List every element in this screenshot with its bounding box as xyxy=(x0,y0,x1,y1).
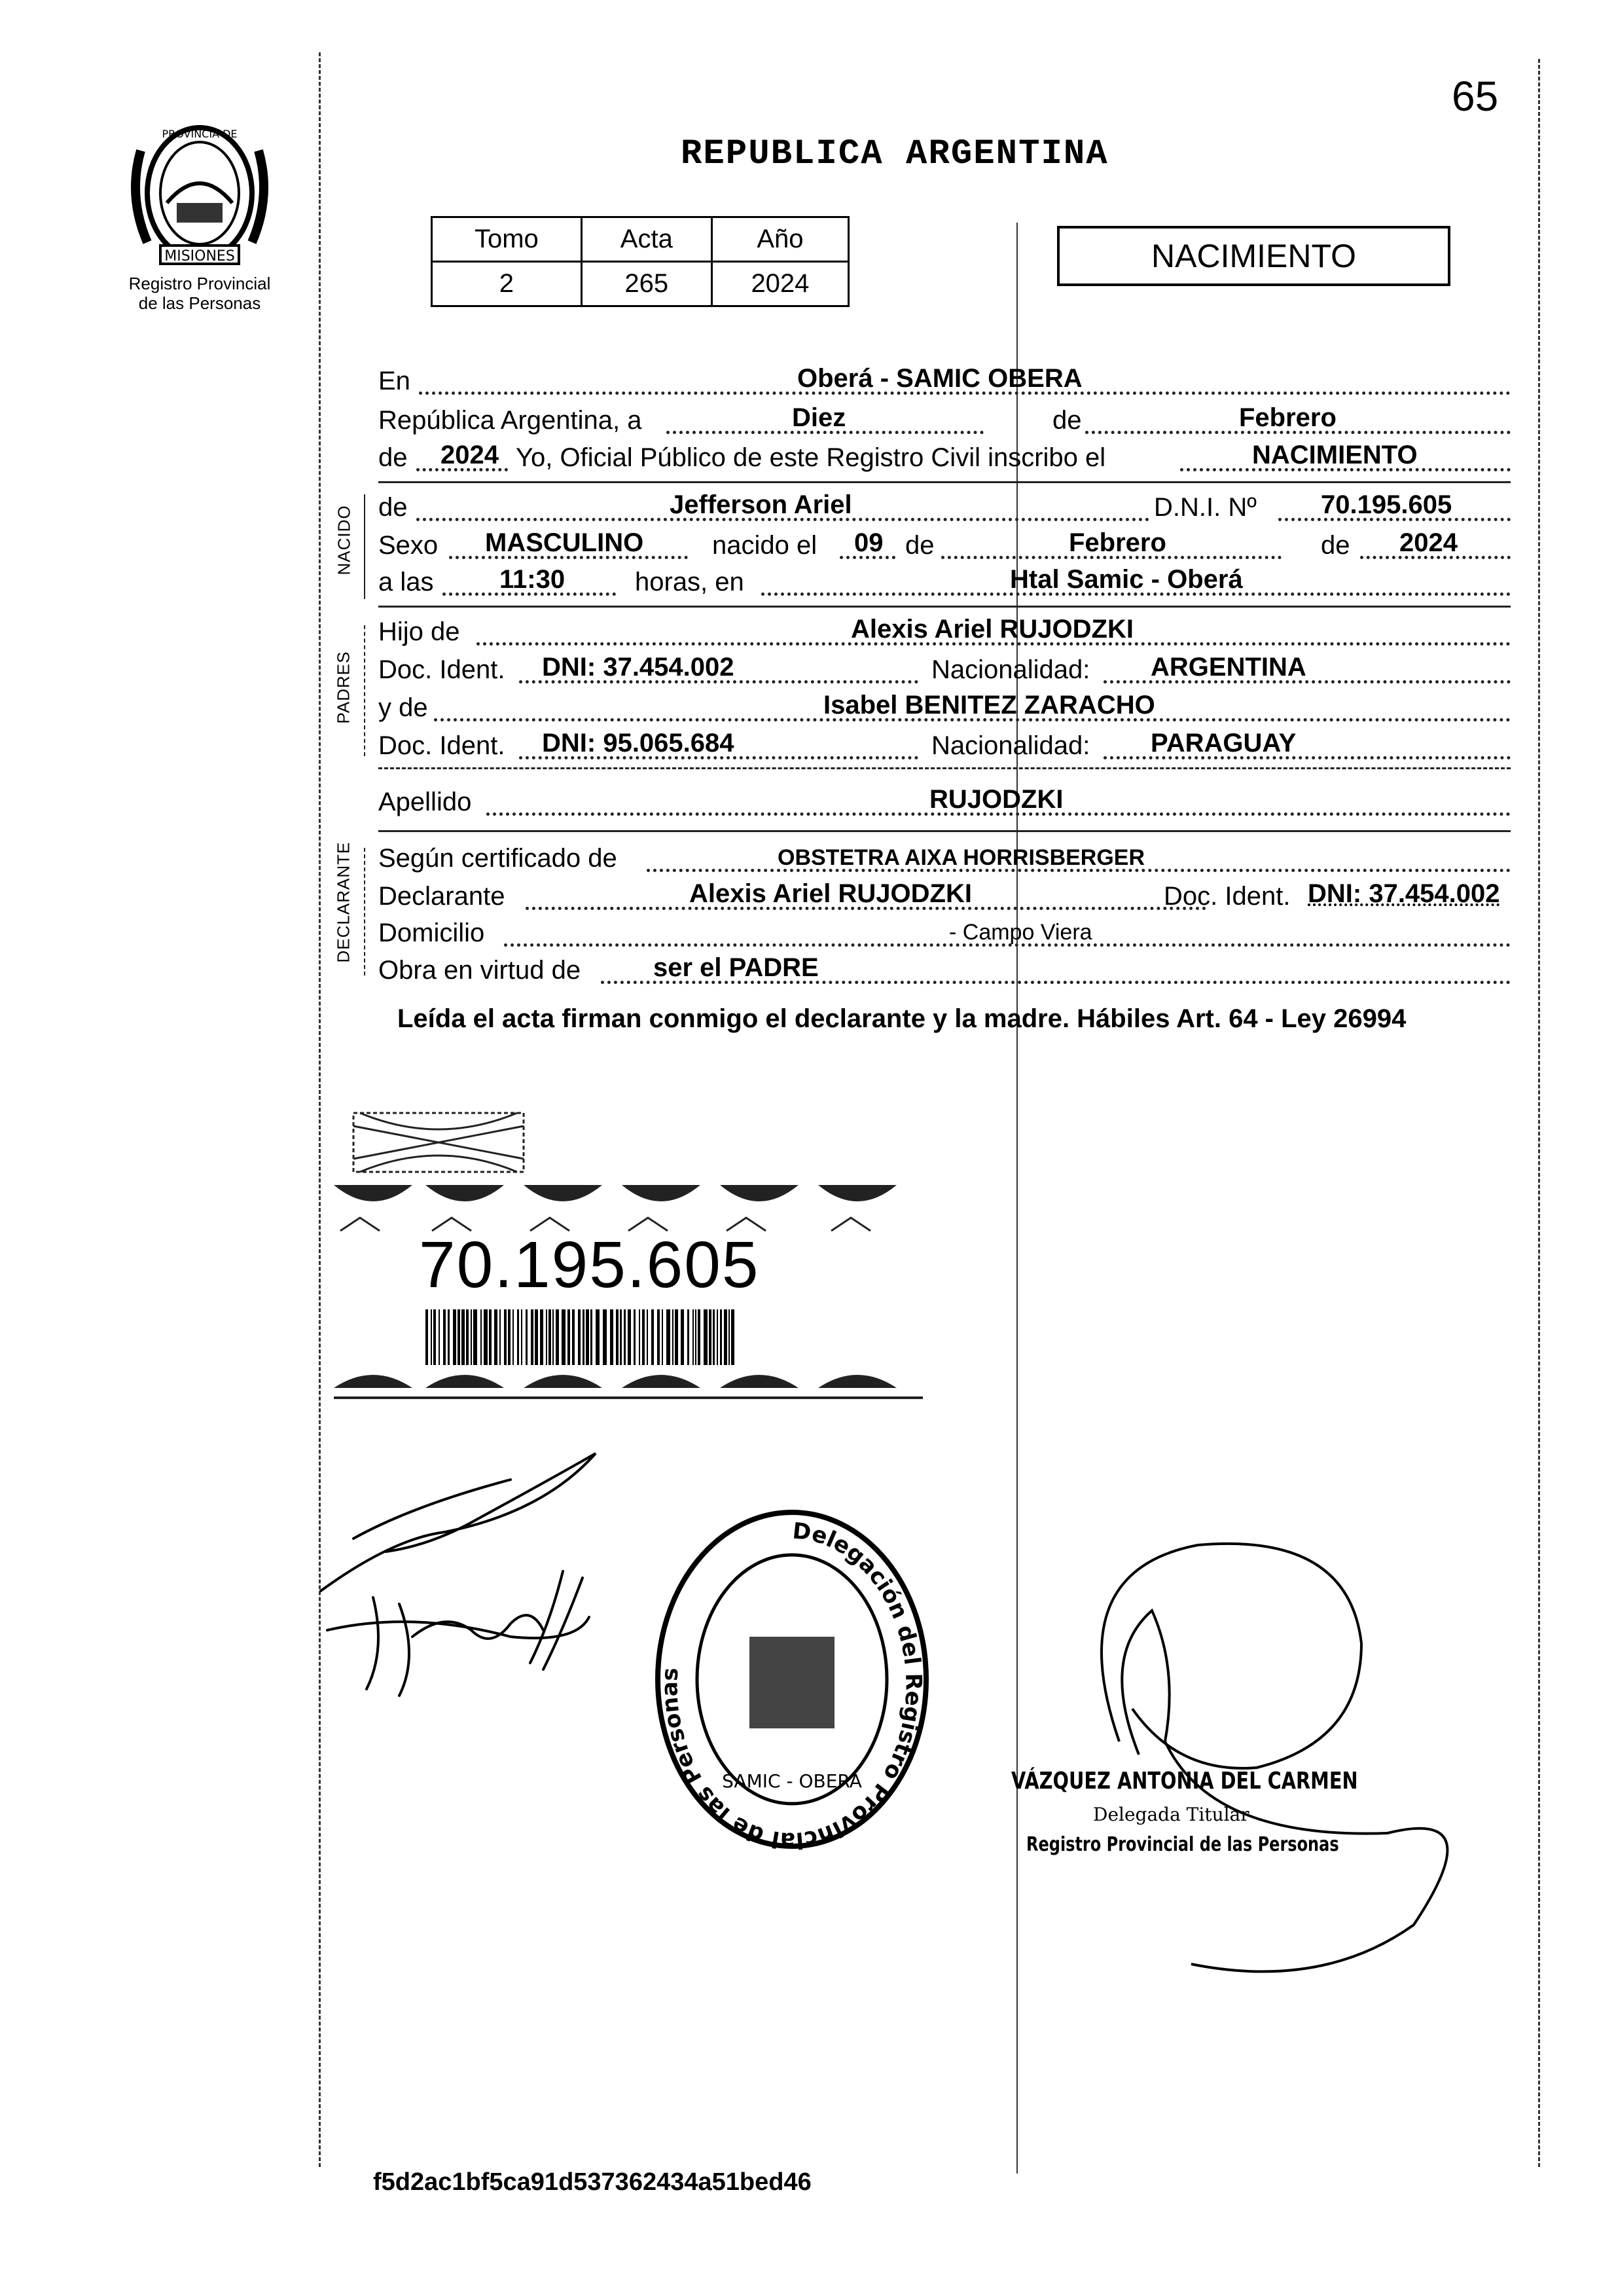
barcode-number: 70.195.605 xyxy=(419,1228,760,1302)
barcode-bar xyxy=(583,1309,584,1365)
barcode-bar xyxy=(556,1309,559,1365)
registry-label-line2: de las Personas xyxy=(138,293,261,313)
official-office: Registro Provincial de las Personas xyxy=(1026,1833,1339,1856)
left-margin-line xyxy=(319,52,321,2167)
barcode-bar xyxy=(484,1309,488,1365)
nacido-de-label: de xyxy=(905,531,935,560)
barcode-bar xyxy=(494,1309,497,1365)
barcode-bar xyxy=(461,1309,465,1365)
barcode-bar xyxy=(695,1309,696,1365)
barcode-bar xyxy=(586,1309,589,1365)
barcode-bar xyxy=(499,1309,501,1365)
stamp-inner-text: SAMIC - OBERA xyxy=(722,1770,862,1792)
barcode-bar xyxy=(535,1309,538,1365)
nacido-anio-value: 2024 xyxy=(1399,528,1458,557)
madre-doc-value: DNI: 95.065.684 xyxy=(542,729,734,757)
madre-nac-label: Nacionalidad: xyxy=(931,731,1090,760)
barcode-bar xyxy=(425,1309,428,1365)
padres-bracket xyxy=(364,625,365,756)
official-signature xyxy=(982,1493,1505,2003)
separator-4 xyxy=(378,830,1511,832)
hijo-label: Hijo de xyxy=(378,617,460,646)
barcode-bar xyxy=(728,1309,730,1365)
dia-value: Diez xyxy=(792,403,846,432)
nacido-label: nacido el xyxy=(712,531,817,560)
row-en xyxy=(378,363,1511,400)
sexo-value: MASCULINO xyxy=(485,528,644,557)
barcode-bar xyxy=(448,1309,450,1365)
barcode-bar xyxy=(616,1309,619,1365)
row-padre xyxy=(378,614,1511,651)
row-padre-doc xyxy=(378,652,1511,689)
tomo-value: 2 xyxy=(432,262,582,306)
barcode-bar xyxy=(620,1309,622,1365)
separator-3 xyxy=(378,767,1511,769)
acta-header: Acta xyxy=(581,217,711,262)
barcode-bar xyxy=(603,1309,607,1365)
barcode-bar xyxy=(624,1309,626,1365)
barcode-bar xyxy=(634,1309,636,1365)
barcode-bar xyxy=(681,1309,684,1365)
madre-nombre-value: Isabel BENITEZ ZARACHO xyxy=(823,691,1155,720)
registry-label-line1: Registro Provincial xyxy=(128,274,271,293)
de-label: de xyxy=(1052,406,1082,435)
document-hash: f5d2ac1bf5ca91d537362434a51bed46 xyxy=(373,2168,812,2196)
padre-nombre-value: Alexis Ariel RUJODZKI xyxy=(851,615,1134,644)
barcode-bar xyxy=(508,1309,511,1365)
section-label-declarante: DECLARANTE xyxy=(333,841,353,963)
volume-table xyxy=(431,216,850,307)
row-sexo xyxy=(378,528,1511,564)
nacido-mes-value: Febrero xyxy=(1069,528,1166,557)
row-oficial xyxy=(378,440,1511,477)
anio-header: Año xyxy=(711,217,848,262)
section-label-nacido: NACIDO xyxy=(334,505,354,575)
logo-bottom-text: MISIONES xyxy=(164,248,235,264)
barcode-bar xyxy=(480,1309,482,1365)
separator-2 xyxy=(378,606,1511,608)
record-type-box: NACIMIENTO xyxy=(1057,226,1450,286)
barcode-bar xyxy=(512,1309,514,1365)
barcode-bars xyxy=(425,1309,740,1365)
barcode-bar xyxy=(526,1309,528,1365)
barcode-bar xyxy=(548,1309,551,1365)
logo-top-text: PROVINCIA DE xyxy=(162,128,238,140)
declarant-signature xyxy=(314,1440,655,1715)
barcode-bar xyxy=(590,1309,592,1365)
barcode-bar xyxy=(531,1309,533,1365)
barcode-bar xyxy=(540,1309,543,1365)
barcode-bar xyxy=(473,1309,477,1365)
row-nombre xyxy=(378,490,1511,526)
row-domicilio xyxy=(378,915,1511,952)
barcode-bar xyxy=(433,1309,436,1365)
row-declarante xyxy=(378,879,1511,915)
barcode-bar xyxy=(552,1309,554,1365)
barcode-bar xyxy=(578,1309,581,1365)
barcode-bar xyxy=(562,1309,566,1365)
sexo-label: Sexo xyxy=(378,531,439,560)
barcode-bar xyxy=(471,1309,472,1365)
barcode-bar xyxy=(687,1309,689,1365)
inscribo-value: NACIMIENTO xyxy=(1252,441,1418,469)
padre-nac-value: ARGENTINA xyxy=(1151,653,1306,682)
official-stamp xyxy=(645,1499,939,1859)
barcode-bar xyxy=(489,1309,492,1365)
dni-value: 70.195.605 xyxy=(1321,490,1452,519)
barcode-bar xyxy=(596,1309,600,1365)
barcode-bar xyxy=(709,1309,711,1365)
barcode-bar xyxy=(647,1309,648,1365)
barcode-bar xyxy=(439,1309,440,1365)
country-title: REPUBLICA ARGENTINA xyxy=(681,134,1109,174)
barcode-bar xyxy=(639,1309,640,1365)
declarante-doc-label: Doc. Ident. xyxy=(1164,882,1291,911)
official-role: Delegada Titular xyxy=(1093,1804,1249,1825)
obra-value: ser el PADRE xyxy=(653,953,819,982)
anio-inscripcion-value: 2024 xyxy=(440,441,499,469)
tomo-header: Tomo xyxy=(432,217,582,262)
declarante-label: Declarante xyxy=(378,882,505,911)
barcode-bar xyxy=(720,1309,722,1365)
barcode-bar xyxy=(662,1309,663,1365)
barcode-bar xyxy=(657,1309,660,1365)
declarante-value: Alexis Ariel RUJODZKI xyxy=(689,879,972,908)
barcode-bar xyxy=(692,1309,694,1365)
barcode-bar xyxy=(717,1309,718,1365)
madre-nac-value: PARAGUAY xyxy=(1151,729,1297,757)
certificado-label: Según certificado de xyxy=(378,844,617,873)
barcode-bar xyxy=(453,1309,456,1365)
stamp-ring-text: Delegación del Registro Provincial de las Personas xyxy=(656,1518,927,1854)
barcode-bar xyxy=(672,1309,673,1365)
right-margin-line xyxy=(1538,59,1540,2167)
barcode-bar xyxy=(572,1309,575,1365)
barcode-bar xyxy=(517,1309,519,1365)
barcode-bar xyxy=(567,1309,570,1365)
row-certificado xyxy=(378,841,1511,877)
reading-note: Leída el acta firman conmigo el declarante y la madre. Hábiles Art. 64 - Ley 26994 xyxy=(397,1004,1407,1033)
domicilio-label: Domicilio xyxy=(378,919,485,947)
lugar-value: Htal Samic - Oberá xyxy=(1010,565,1243,594)
official-name: VÁZQUEZ ANTONIA DEL CARMEN xyxy=(1011,1768,1358,1795)
padre-doc-label: Doc. Ident. xyxy=(378,655,505,684)
barcode-bar xyxy=(504,1309,507,1365)
nacido-dia-value: 09 xyxy=(854,528,884,557)
row-madre-doc xyxy=(378,728,1511,765)
barcode-bar xyxy=(458,1309,460,1365)
barcode-bar xyxy=(642,1309,645,1365)
nombre-value: Jefferson Ariel xyxy=(670,490,852,519)
declarante-doc-value: DNI: 37.454.002 xyxy=(1308,879,1500,908)
barcode-bar xyxy=(675,1309,678,1365)
barcode-bar xyxy=(724,1309,727,1365)
oficial-text: Yo, Oficial Público de este Registro Civil inscribo el xyxy=(516,443,1106,472)
row-madre xyxy=(378,690,1511,727)
domicilio-value: - Campo Viera xyxy=(949,920,1092,945)
certificado-value: OBSTETRA AIXA HORRISBERGER xyxy=(778,845,1145,870)
barcode-bar xyxy=(628,1309,631,1365)
barcode-bar xyxy=(546,1309,547,1365)
yde-label: y de xyxy=(378,693,428,722)
province-crest-logo xyxy=(121,111,278,275)
nacido-bracket xyxy=(364,494,365,599)
barcode-bar xyxy=(651,1309,654,1365)
en-label: En xyxy=(378,367,410,395)
barcode-bar xyxy=(666,1309,670,1365)
barcode-bar xyxy=(704,1309,708,1365)
declarante-bracket xyxy=(364,848,365,975)
mes-value: Febrero xyxy=(1239,403,1337,432)
hora-label: a las xyxy=(378,568,434,596)
hora-value: 11:30 xyxy=(499,565,566,594)
barcode-bar xyxy=(431,1309,432,1365)
barcode-bar xyxy=(521,1309,522,1365)
obra-label: Obra en virtud de xyxy=(378,956,581,985)
row-apellido xyxy=(378,784,1511,821)
registry-label xyxy=(105,274,295,313)
separator-1 xyxy=(378,481,1511,483)
acta-value: 265 xyxy=(581,262,711,306)
apellido-value: RUJODZKI xyxy=(929,785,1064,814)
en-value: Oberá - SAMIC OBERA xyxy=(797,364,1083,393)
horas-en-label: horas, en xyxy=(635,568,744,596)
barcode-bar xyxy=(698,1309,700,1365)
dni-label: D.N.I. Nº xyxy=(1154,493,1257,522)
barcode-bar xyxy=(443,1309,446,1365)
anio-value: 2024 xyxy=(711,262,848,306)
padre-doc-value: DNI: 37.454.002 xyxy=(542,653,734,682)
barcode-bar xyxy=(713,1309,715,1365)
page-number: 65 xyxy=(1452,73,1499,120)
barcode-bar xyxy=(731,1309,734,1365)
barcode-bar xyxy=(610,1309,613,1365)
republica-label: República Argentina, a xyxy=(378,406,642,435)
nombre-label: de xyxy=(378,493,408,522)
madre-doc-label: Doc. Ident. xyxy=(378,731,505,760)
barcode-bar xyxy=(466,1309,469,1365)
section-label-padres: PADRES xyxy=(333,651,353,724)
padre-nac-label: Nacionalidad: xyxy=(931,655,1090,684)
apellido-label: Apellido xyxy=(378,788,472,816)
de2-label: de xyxy=(378,443,408,472)
row-fecha xyxy=(378,403,1511,439)
row-obra xyxy=(378,953,1511,989)
nacido-de2-label: de xyxy=(1321,531,1350,560)
row-hora xyxy=(378,564,1511,601)
